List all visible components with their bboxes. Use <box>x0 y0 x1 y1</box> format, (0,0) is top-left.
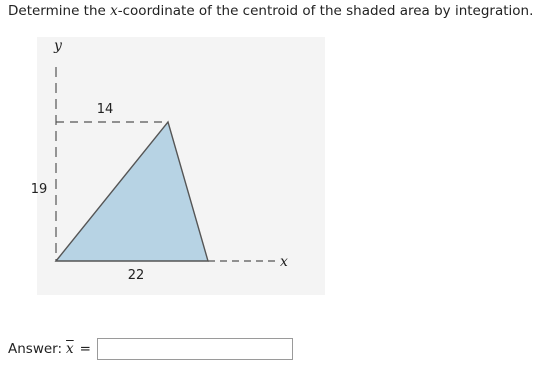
equals-sign: = <box>79 341 91 357</box>
question-suffix: -coordinate of the centroid of the shaded area by integration. <box>117 3 534 19</box>
left-dimension-label: 19 <box>30 182 48 197</box>
answer-input[interactable] <box>97 338 293 360</box>
top-dimension-label: 14 <box>96 102 114 117</box>
figure-diagram <box>30 37 325 295</box>
answer-row <box>8 336 293 362</box>
answer-label: Answer: <box>8 341 63 357</box>
question-prefix: Determine the <box>8 3 111 19</box>
x-axis-label: x <box>280 254 288 270</box>
shaded-triangle <box>56 122 208 261</box>
y-axis-label: y <box>54 38 62 54</box>
bottom-dimension-label: 22 <box>127 268 145 283</box>
x-bar-symbol: $\overline{x}$ <box>66 341 74 357</box>
question-text <box>8 2 533 20</box>
centroid-figure <box>30 37 325 295</box>
question-variable: x <box>110 3 118 19</box>
